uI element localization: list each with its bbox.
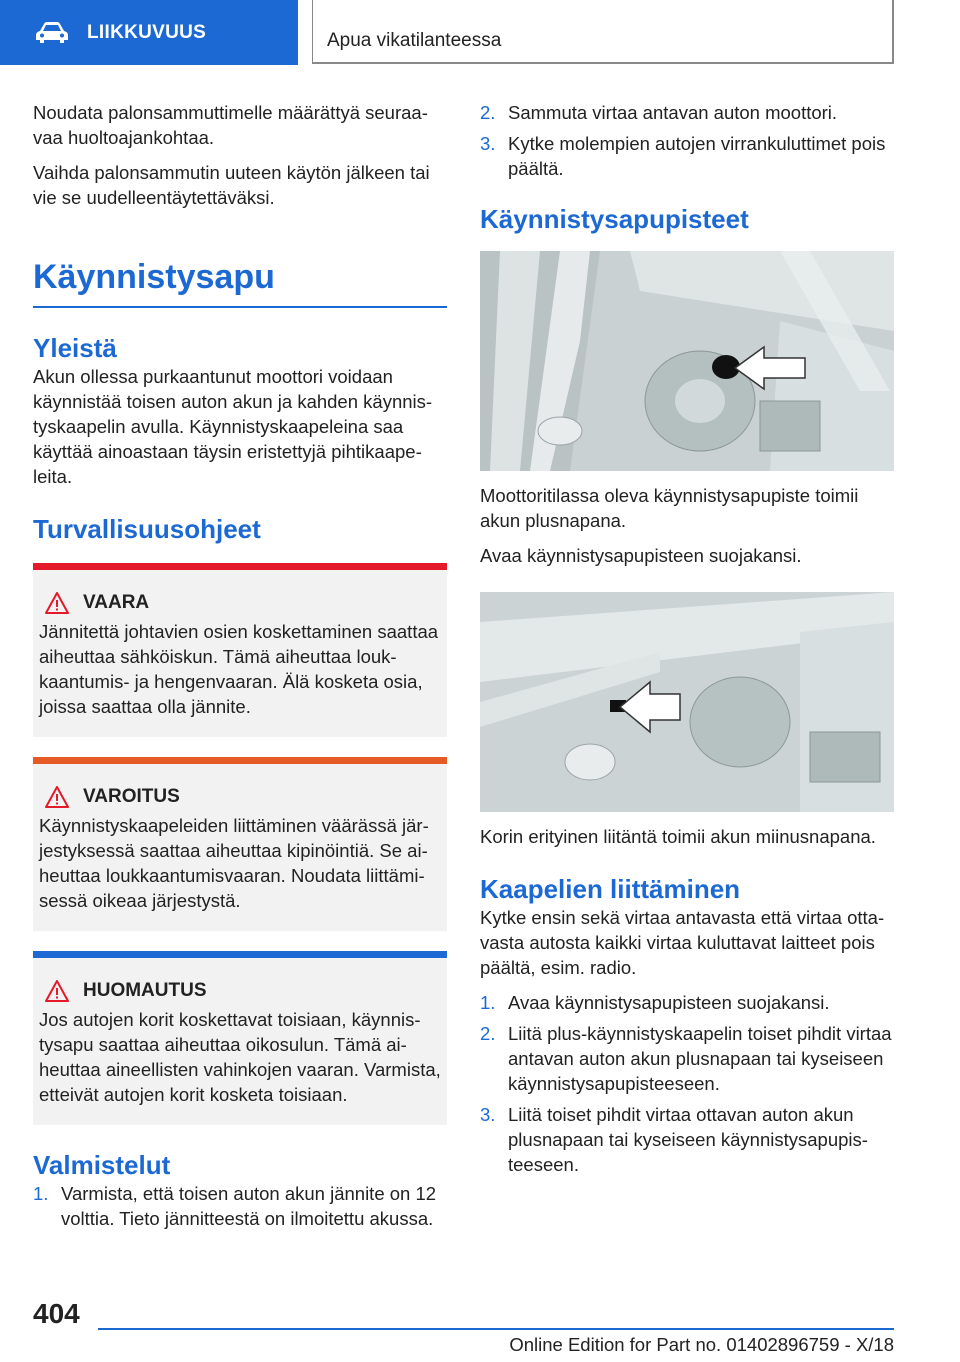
step-number: 2. bbox=[480, 1023, 496, 1044]
caption-open-cover: Avaa käynnistysapupisteen suojakansi. bbox=[480, 545, 802, 566]
list-item bbox=[480, 131, 894, 181]
engine-illustration bbox=[480, 592, 894, 812]
list-item bbox=[480, 990, 894, 1015]
warning-triangle-icon bbox=[45, 592, 69, 614]
step-number: 1. bbox=[480, 992, 496, 1013]
right-column bbox=[480, 100, 894, 1183]
step-text: Liitä toiset pihdit virtaa ottavan auton akun plusnapaan tai kyseiseen käynnistysapupisteeseen. bbox=[508, 1104, 868, 1175]
step-number: 2. bbox=[480, 102, 496, 123]
engine-bay-photo-negative bbox=[480, 592, 894, 812]
notice-title: HUOMAUTUS bbox=[83, 980, 207, 1001]
connect-list bbox=[480, 990, 894, 1177]
left-column bbox=[33, 100, 447, 1237]
step-number: 3. bbox=[480, 133, 496, 154]
danger-box bbox=[33, 563, 447, 737]
footer-divider bbox=[98, 1328, 894, 1330]
step-text: Avaa käynnistysapupisteen suojakansi. bbox=[508, 992, 830, 1013]
heading-general: Yleistä bbox=[33, 333, 117, 363]
engine-bay-photo-positive bbox=[480, 251, 894, 471]
step-text: Kytke molempien autojen virrankuluttimet pois päältä. bbox=[508, 133, 886, 179]
car-icon bbox=[35, 21, 69, 45]
warning-title: VAROITUS bbox=[83, 786, 180, 807]
heading-preparations: Valmistelut bbox=[33, 1150, 171, 1180]
chapter-title: Käynnistysapu bbox=[33, 256, 447, 308]
intro-paragraph-1: Noudata palonsammuttimelle määrättyä seuraavaa huoltoajankohtaa. bbox=[33, 102, 428, 148]
list-item bbox=[480, 100, 894, 125]
warning-text: Käynnistyskaapeleiden liittäminen väärässä järjestyksessä saattaa aiheuttaa kipinöintiä. Se aiheuttaa loukkaantumisvaaran. Noudata liittämisessä oikeaa järjestystä. bbox=[39, 815, 429, 911]
edition-text: Online Edition for Part no. 01402896759 - X/18 bbox=[509, 1334, 894, 1355]
intro-paragraph-2: Vaihda palonsammutin uuteen käytön jälkeen tai vie se uudelleentäytettäväksi. bbox=[33, 162, 430, 208]
notice-box bbox=[33, 951, 447, 1125]
prep-list-continued bbox=[480, 100, 894, 181]
connect-paragraph: Kytke ensin sekä virtaa antavasta että virtaa ottavasta autosta kaikki virtaa kuluttavat laitteet pois päältä, esim. radio. bbox=[480, 907, 885, 978]
warning-triangle-icon bbox=[45, 786, 69, 808]
step-text: Sammuta virtaa antavan auton moottori. bbox=[508, 102, 838, 123]
step-text: Liitä plus-käynnistyskaapelin toiset pihdit virtaa antavan auton akun plusnapaan tai kyseiseen käynnistysapupisteeseen. bbox=[508, 1023, 892, 1094]
caption-positive: Moottoritilassa oleva käynnistysapupiste toimii akun plusnapana. bbox=[480, 485, 859, 531]
general-paragraph: Akun ollessa purkaantunut moottori voidaan käynnistää toisen auton akun ja kahden käynnistyskaapelin avulla. Käynnistyskaapeleina saa käyttää ainoastaan täysin eristettyjä pihtikaapeleita. bbox=[33, 366, 433, 487]
section-label: LIIKKUVUUS bbox=[87, 21, 207, 43]
step-text: Varmista, että toisen auton akun jännite on 12 volttia. Tieto jännitteestä on ilmoitettu akussa. bbox=[61, 1183, 437, 1229]
notice-text: Jos autojen korit koskettavat toisiaan, käynnistysapu saattaa aiheuttaa oikosulun. Tämä aiheuttaa aineellisten vahinkojen vaaran. Varmista, etteivät autojen korit kosketa toisiaan. bbox=[39, 1009, 441, 1105]
subsection-label: Apua vikatilanteessa bbox=[327, 30, 502, 51]
danger-text: Jännitettä johtavien osien koskettaminen saattaa aiheuttaa sähköiskun. Tämä aiheuttaa loukkaantumis- ja hengenvaaran. Älä kosketa osia, joissa saattaa olla jännite. bbox=[39, 621, 439, 717]
list-item bbox=[480, 1021, 894, 1096]
heading-connect: Kaapelien liittäminen bbox=[480, 874, 741, 904]
engine-illustration bbox=[480, 251, 894, 471]
section-tab bbox=[0, 0, 298, 65]
warning-box bbox=[33, 757, 447, 931]
step-number: 3. bbox=[480, 1104, 496, 1125]
list-item bbox=[480, 1102, 894, 1177]
warning-triangle-icon bbox=[45, 980, 69, 1002]
subsection-header bbox=[312, 0, 894, 64]
caption-negative: Korin erityinen liitäntä toimii akun miinusnapana. bbox=[480, 826, 876, 847]
danger-title: VAARA bbox=[83, 592, 150, 613]
list-item bbox=[33, 1181, 447, 1231]
prep-list bbox=[33, 1181, 447, 1231]
heading-jump-points: Käynnistysapupisteet bbox=[480, 204, 749, 234]
page-number: 404 bbox=[33, 1298, 80, 1329]
step-number: 1. bbox=[33, 1183, 49, 1204]
heading-safety: Turvallisuusohjeet bbox=[33, 514, 261, 544]
